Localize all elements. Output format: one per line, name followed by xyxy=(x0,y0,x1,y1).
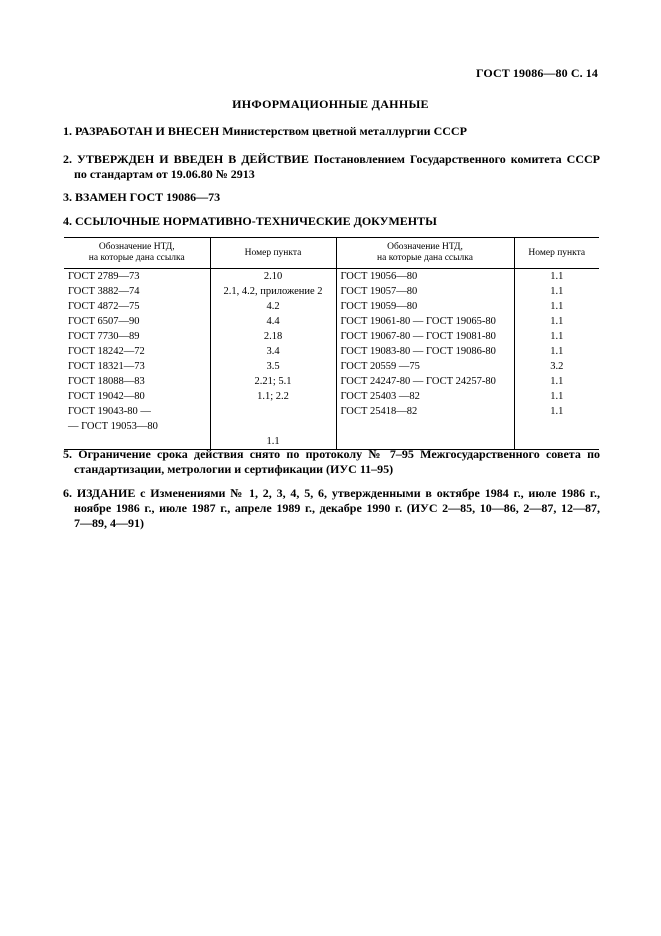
header-doc-left: Обозначение НТД, на которые дана ссылка xyxy=(64,238,210,269)
doc-cell: ГОСТ 25403 —82 xyxy=(336,389,514,404)
item-cell: 2.18 xyxy=(210,329,336,344)
item-cell: 1.1 xyxy=(514,314,599,329)
doc-cell: ГОСТ 19057—80 xyxy=(336,284,514,299)
item-cell: 2.10 xyxy=(210,269,336,285)
item-cell: 4.2 xyxy=(210,299,336,314)
item-cell: 1.1 xyxy=(514,269,599,285)
item-cell: 3.4 xyxy=(210,344,336,359)
item-cell: 1.1 xyxy=(514,284,599,299)
item-cell: 3.5 xyxy=(210,359,336,374)
table-row xyxy=(64,329,599,344)
doc-cell: ГОСТ 19061-80 — ГОСТ 19065-80 xyxy=(336,314,514,329)
reference-table xyxy=(64,237,599,450)
table-row xyxy=(64,389,599,404)
item-cell: 1.1 xyxy=(514,374,599,389)
item-5-line-1: 5. Ограничение срока действия снято по протоколу № 7–95 Межгосударственного совета по xyxy=(63,447,600,461)
item-6-line-3: 7—89, 4—91) xyxy=(74,516,144,530)
doc-cell: ГОСТ 24247-80 — ГОСТ 24257-80 xyxy=(336,374,514,389)
doc-cell: ГОСТ 18242—72 xyxy=(68,346,145,357)
table-row xyxy=(64,269,599,285)
doc-cell: ГОСТ 19042—80 xyxy=(68,391,145,402)
item-cell: 1.1 xyxy=(210,404,336,450)
table-row xyxy=(64,284,599,299)
item-5-line-2: стандартизации, метрологии и сертификации (ИУС 11–95) xyxy=(74,462,394,476)
header-item-right: Номер пункта xyxy=(514,238,599,269)
item-6-line-1: 6. ИЗДАНИЕ с Изменениями № 1, 2, 3, 4, 5, 6, утвержденными в октябре 1984 г., июле 1986 г., xyxy=(63,486,600,500)
item-cell: 2.1, 4.2, приложение 2 xyxy=(210,284,336,299)
page-header: ГОСТ 19086—80 С. 14 xyxy=(475,66,598,80)
doc-cell: ГОСТ 18321—73 xyxy=(68,361,145,372)
item-6-edition xyxy=(63,486,600,531)
doc-cell: ГОСТ 19043-80 — — ГОСТ 19053—80 xyxy=(64,404,210,450)
table-row xyxy=(64,404,599,450)
item-cell: 1.1 xyxy=(514,344,599,359)
item-3-replaces: 3. ВЗАМЕН ГОСТ 19086—73 xyxy=(63,190,221,204)
table-row xyxy=(64,299,599,314)
item-4-reference-docs: 4. ССЫЛОЧНЫЕ НОРМАТИВНО-ТЕХНИЧЕСКИЕ ДОКУМЕНТЫ xyxy=(63,214,437,228)
item-cell: 1.1 xyxy=(514,299,599,314)
doc-cell: ГОСТ 20559 —75 xyxy=(336,359,514,374)
doc-cell: ГОСТ 18088—83 xyxy=(68,376,145,387)
header-item-left: Номер пункта xyxy=(210,238,336,269)
item-5-validity xyxy=(63,447,600,477)
doc-cell: ГОСТ 19067-80 — ГОСТ 19081-80 xyxy=(336,329,514,344)
table-row xyxy=(64,344,599,359)
item-2-line-2: по стандартам от 19.06.80 № 2913 xyxy=(74,167,255,181)
item-cell: 1.1; 2.2 xyxy=(210,389,336,404)
table-row xyxy=(64,374,599,389)
doc-cell: ГОСТ 19056—80 xyxy=(336,269,514,285)
doc-cell: ГОСТ 25418—82 xyxy=(336,404,514,450)
item-cell: 1.1 xyxy=(514,329,599,344)
table-row xyxy=(64,314,599,329)
item-cell: 4.4 xyxy=(210,314,336,329)
item-cell: 3.2 xyxy=(514,359,599,374)
item-2-line-1: 2. УТВЕРЖДЕН И ВВЕДЕН В ДЕЙСТВИЕ Постановлением Государственного комитета СССР xyxy=(63,152,600,166)
item-6-line-2: ноябре 1986 г., июле 1987 г., апреле 1989 г., декабре 1990 г. (ИУС 2—85, 10—86, 2—87, 12—87, xyxy=(74,501,600,515)
item-cell: 2.21; 5.1 xyxy=(210,374,336,389)
item-2-approved xyxy=(63,152,600,182)
doc-cell: ГОСТ 2789—73 xyxy=(68,271,140,282)
section-title: ИНФОРМАЦИОННЫЕ ДАННЫЕ xyxy=(232,97,429,111)
doc-cell: ГОСТ 4872—75 xyxy=(68,301,140,312)
doc-cell: ГОСТ 6507—90 xyxy=(68,316,140,327)
header-doc-right: Обозначение НТД, на которые дана ссылка xyxy=(336,238,514,269)
doc-cell: ГОСТ 19083-80 — ГОСТ 19086-80 xyxy=(336,344,514,359)
doc-cell: ГОСТ 7730—89 xyxy=(68,331,140,342)
doc-cell: ГОСТ 19059—80 xyxy=(336,299,514,314)
item-cell: 1.1 xyxy=(514,404,599,450)
item-1-developed: 1. РАЗРАБОТАН И ВНЕСЕН Министерством цветной металлургии СССР xyxy=(63,124,467,138)
item-cell: 1.1 xyxy=(514,389,599,404)
table-header-row xyxy=(64,238,599,269)
doc-cell: ГОСТ 3882—74 xyxy=(68,286,140,297)
table-row xyxy=(64,359,599,374)
